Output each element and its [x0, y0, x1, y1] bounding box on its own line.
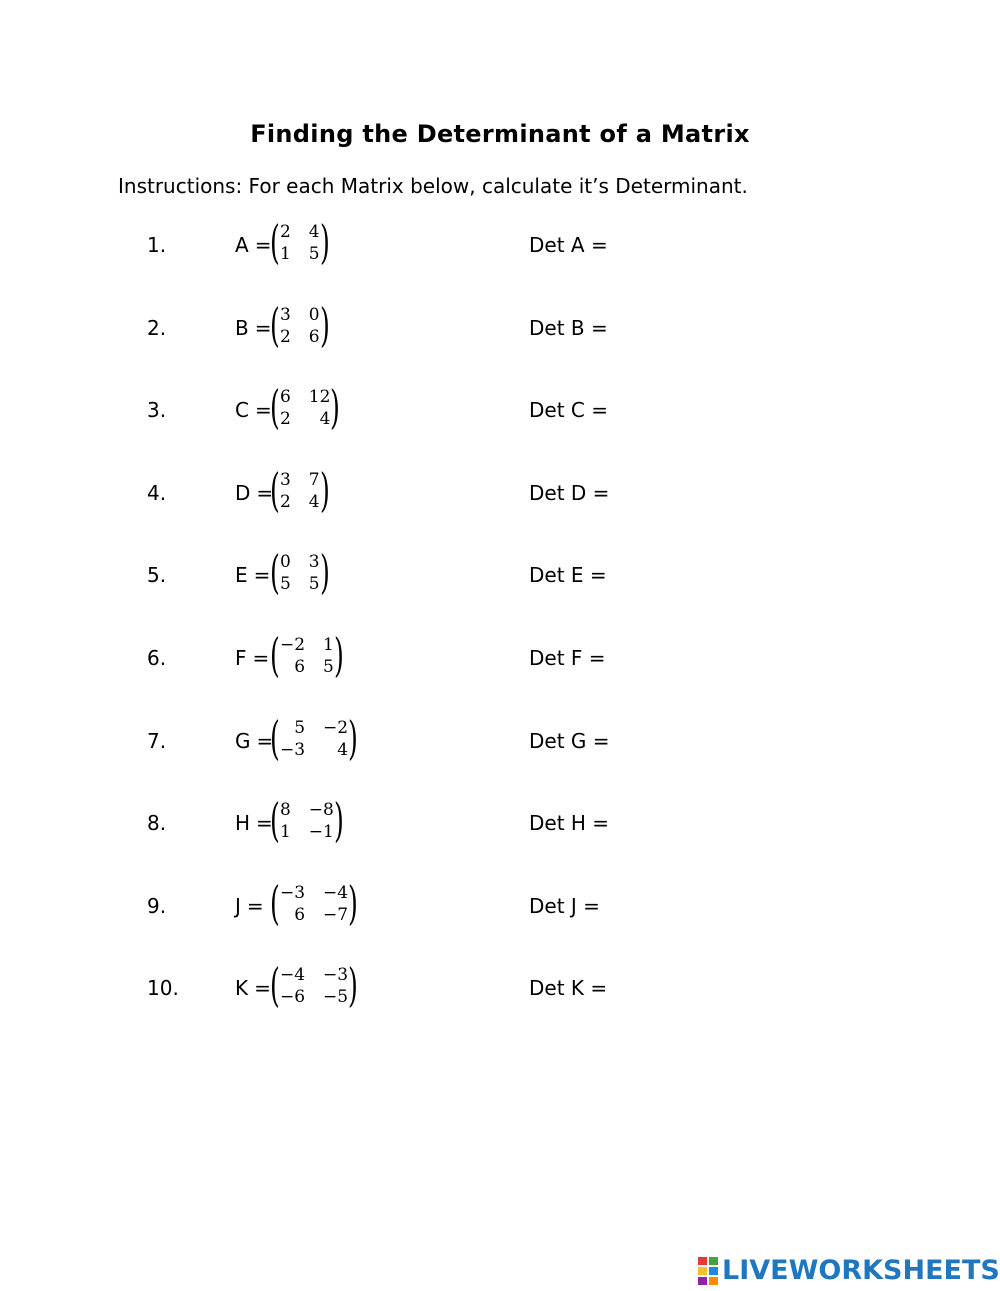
matrix-entry: 4: [337, 739, 349, 760]
matrix-letter: F: [235, 646, 247, 670]
problem-row: [0, 875, 1000, 938]
matrix-entry: 6: [308, 326, 320, 347]
matrix-letter: H: [235, 811, 251, 836]
liveworksheets-logo: [697, 1255, 1000, 1286]
matrix-entry: 4: [308, 491, 320, 512]
matrix-entry: 2: [279, 326, 291, 347]
matrix-entry: 6: [279, 387, 291, 408]
matrix-entry: 3: [308, 552, 320, 573]
problem-number: 6.: [147, 646, 167, 670]
matrix-entry: 6: [294, 657, 306, 677]
matrix-entry: 1: [279, 822, 291, 843]
right-paren: ): [348, 958, 358, 1013]
logo-square: [708, 1256, 719, 1266]
problem-row: [0, 960, 1000, 1020]
left-paren: (: [270, 710, 280, 765]
left-paren: (: [270, 875, 280, 930]
matrix-entry: 3: [279, 469, 291, 490]
problem-number: 4.: [147, 480, 167, 505]
determinant-label: Det F =: [529, 646, 606, 670]
problem-number: 7.: [147, 728, 167, 753]
matrix-entry: −4: [279, 965, 306, 986]
determinant-label: Det G =: [529, 728, 610, 753]
problem-row: [0, 710, 1000, 773]
page-title: Finding the Determinant of a Matrix: [250, 120, 750, 148]
determinant-label: Det A =: [529, 233, 608, 257]
logo-square: [708, 1276, 719, 1286]
right-paren: ): [333, 628, 344, 682]
left-paren: (: [270, 380, 280, 435]
matrix: [270, 793, 344, 848]
equals-sign: =: [253, 563, 271, 588]
matrix-name: [235, 316, 272, 340]
matrix-entry: 5: [308, 244, 320, 264]
matrix-name: [235, 729, 273, 753]
right-paren: ): [319, 297, 330, 352]
matrix-entry: 0: [308, 304, 320, 325]
problem-number: 5.: [147, 563, 167, 588]
matrix-entry: −3: [279, 739, 306, 760]
problem-row: [0, 462, 1000, 525]
problem-row: [0, 795, 1000, 855]
matrix-entry: 5: [308, 574, 320, 595]
liveworksheets-logo-icon: [697, 1256, 719, 1286]
matrix: [270, 875, 358, 930]
matrix-name: [235, 233, 271, 257]
equals-sign: =: [256, 728, 274, 753]
matrix-letter: G: [235, 728, 251, 753]
left-paren: (: [270, 628, 280, 682]
equals-sign: =: [256, 811, 273, 836]
problem-number: 2.: [147, 315, 167, 340]
matrix-entry: 1: [279, 244, 291, 264]
equals-sign: =: [246, 893, 264, 918]
matrix: [270, 215, 330, 269]
right-paren: ): [319, 545, 330, 600]
matrix-entry: −3: [279, 882, 306, 903]
matrix-letter: A: [235, 233, 249, 257]
left-paren: (: [270, 215, 280, 269]
matrix-name: [235, 563, 270, 587]
matrix-name: [235, 976, 271, 1000]
matrix-entry: −7: [323, 904, 349, 925]
matrix: [270, 297, 330, 352]
matrix-cells: [280, 302, 320, 350]
matrix-letter: K: [235, 976, 249, 1001]
problem-number: 9.: [147, 893, 167, 918]
matrix-letter: D: [235, 480, 251, 505]
matrix-cells: [280, 632, 334, 680]
left-paren: (: [270, 545, 280, 600]
matrix-cells: [280, 549, 320, 597]
left-paren: (: [270, 462, 280, 517]
determinant-label: Det C =: [529, 398, 608, 423]
right-paren: ): [319, 215, 330, 269]
matrix-entry: 8: [279, 800, 291, 821]
matrix-entry: 7: [308, 469, 320, 490]
right-paren: ): [348, 710, 358, 765]
determinant-label: Det E =: [529, 563, 607, 588]
problem-row: [0, 217, 1000, 277]
matrix-entry: −8: [308, 800, 334, 821]
matrix-entry: −3: [323, 965, 349, 986]
determinant-label: Det H =: [529, 811, 610, 836]
right-paren: ): [333, 793, 344, 848]
matrix: [270, 462, 330, 517]
matrix-name: [235, 398, 272, 422]
matrix-entry: 12: [308, 387, 331, 408]
problem-number: 10.: [147, 976, 179, 1001]
matrix-cells: [280, 715, 348, 763]
equals-sign: =: [254, 315, 272, 340]
equals-sign: =: [254, 398, 272, 423]
matrix-name: [235, 481, 273, 505]
problem-number: 1.: [147, 233, 167, 257]
equals-sign: =: [254, 976, 271, 1001]
instructions-text: Instructions: For each Matrix below, calculate it’s Determinant.: [118, 174, 748, 198]
matrix-cells: [280, 962, 348, 1010]
problem-row: [0, 547, 1000, 607]
left-paren: (: [270, 297, 280, 352]
matrix-entry: 2: [279, 222, 291, 242]
logo-square: [708, 1266, 719, 1276]
matrix-entry: 3: [279, 304, 291, 325]
matrix-cells: [280, 467, 320, 515]
matrix-entry: −6: [279, 987, 306, 1008]
matrix-cells: [280, 797, 334, 845]
matrix-entry: 2: [279, 491, 291, 512]
matrix-entry: 0: [279, 552, 291, 573]
logo-square: [697, 1276, 708, 1286]
matrix-name: [235, 646, 269, 670]
equals-sign: =: [252, 646, 270, 670]
right-paren: ): [319, 462, 330, 517]
matrix-entry: −5: [323, 987, 349, 1008]
left-paren: (: [270, 958, 280, 1013]
determinant-label: Det K =: [529, 976, 608, 1001]
matrix-letter: J: [235, 893, 241, 918]
matrix: [270, 710, 358, 765]
matrix-cells: [280, 880, 348, 928]
matrix-entry: −1: [308, 822, 334, 843]
matrix: [270, 958, 358, 1013]
problem-row: [0, 297, 1000, 360]
problem-number: 3.: [147, 398, 167, 423]
matrix-entry: 5: [279, 574, 291, 595]
matrix-entry: −2: [279, 635, 306, 655]
matrix-entry: 2: [279, 409, 291, 430]
logo-text: LIVEWORKSHEETS: [722, 1255, 1000, 1286]
matrix-letter: B: [235, 315, 249, 340]
left-paren: (: [270, 793, 280, 848]
determinant-label: Det B =: [529, 315, 608, 340]
equals-sign: =: [254, 233, 272, 257]
matrix-entry: 5: [323, 657, 334, 677]
right-paren: ): [330, 380, 341, 435]
problem-number: 8.: [147, 811, 167, 836]
matrix-entry: 4: [319, 409, 331, 430]
matrix-entry: 4: [308, 222, 320, 242]
right-paren: ): [348, 875, 358, 930]
matrix-letter: E: [235, 563, 248, 588]
problem-row: [0, 630, 1000, 690]
equals-sign: =: [256, 480, 274, 505]
matrix-entry: −2: [323, 717, 349, 738]
determinant-label: Det J =: [529, 893, 600, 918]
matrix-cells: [280, 219, 320, 267]
matrix: [270, 545, 330, 600]
matrix-entry: 5: [294, 717, 306, 738]
matrix-letter: C: [235, 398, 249, 423]
logo-square: [697, 1256, 708, 1266]
matrix-cells: [280, 384, 330, 432]
matrix-name: [235, 894, 264, 918]
matrix-name: [235, 811, 273, 835]
matrix-entry: −4: [323, 882, 349, 903]
determinant-label: Det D =: [529, 480, 610, 505]
logo-square: [697, 1266, 708, 1276]
matrix: [270, 628, 344, 682]
matrix-entry: 1: [323, 635, 334, 655]
matrix-entry: 6: [294, 904, 306, 925]
matrix: [270, 380, 341, 435]
problem-row: [0, 382, 1000, 442]
